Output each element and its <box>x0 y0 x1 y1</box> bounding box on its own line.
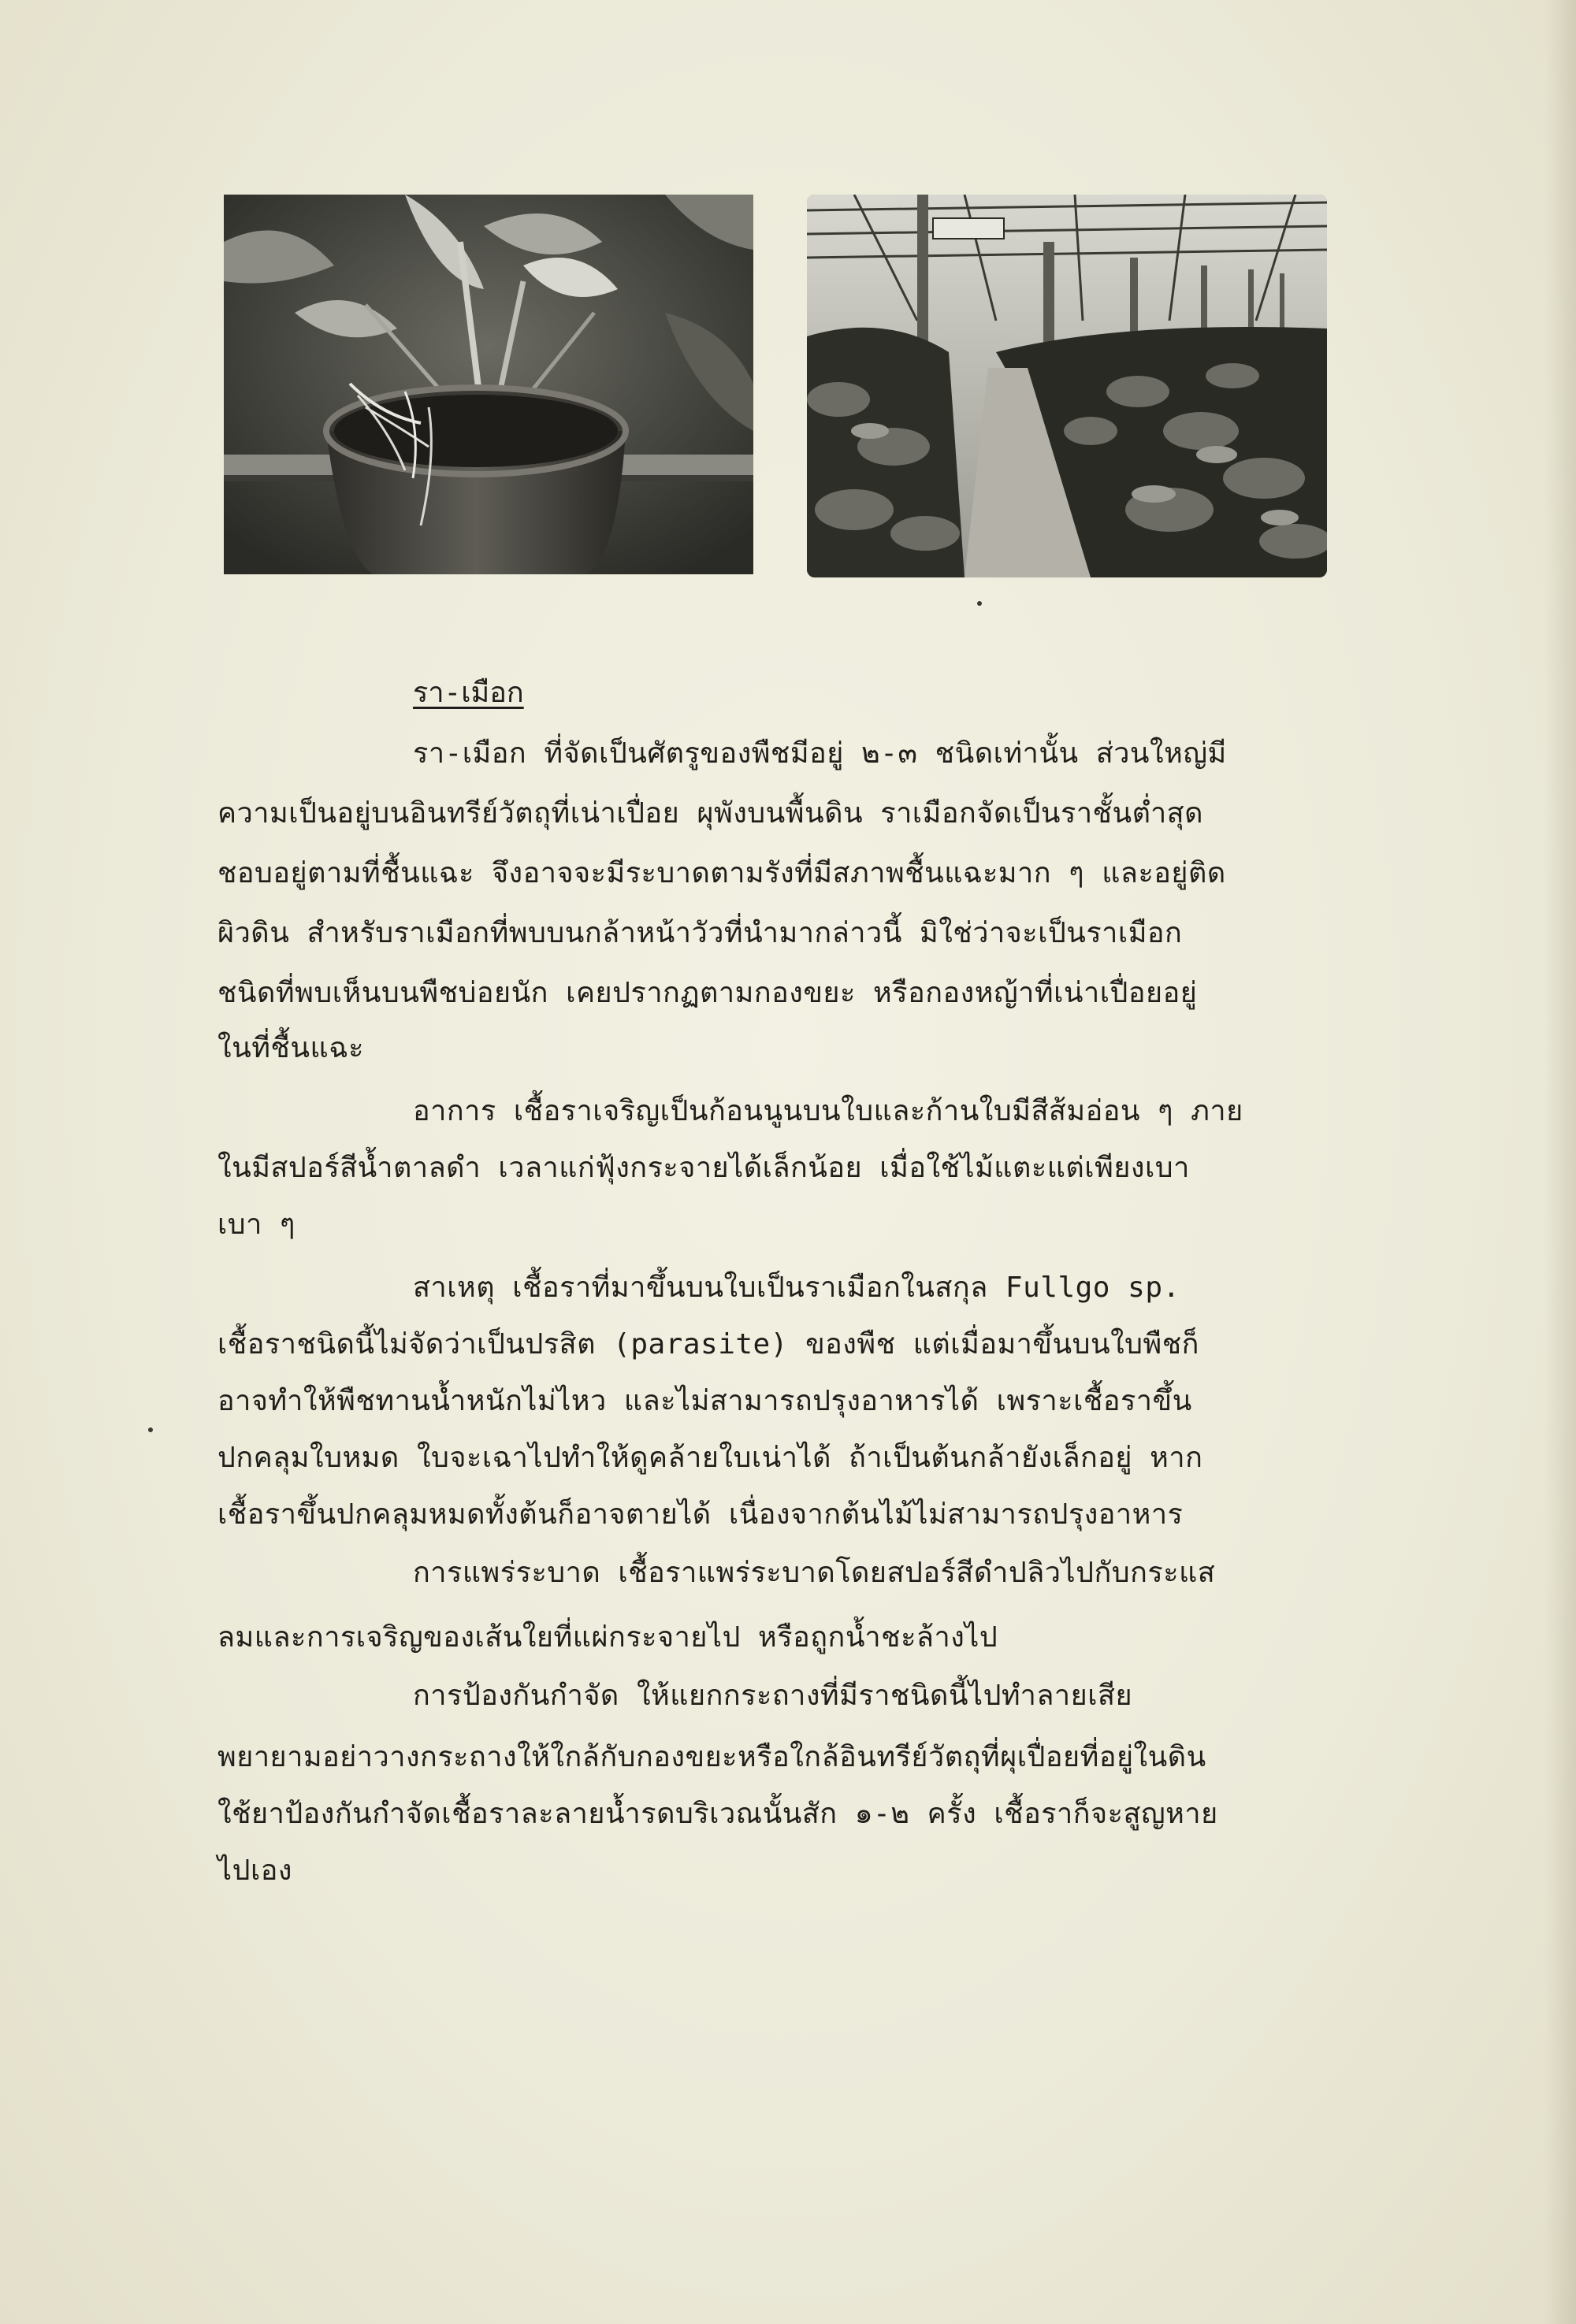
text-line: ชนิดที่พบเห็นบนพืชบ่อยนัก เคยปรากฏตามกองขยะ หรือกองหญ้าที่เน่าเปื่อยอยู่ <box>217 977 1198 1009</box>
potted-plant-photo <box>224 195 753 574</box>
greenhouse-image <box>807 195 1327 577</box>
text-line: ในมีสปอร์สีน้ำตาลดำ เวลาแก่ฟุ้งกระจายได้เล็กน้อย เมื่อใช้ไม้แตะแต่เพียงเบา <box>217 1152 1190 1184</box>
text-line: ชอบอยู่ตามที่ชื้นแฉะ จึงอาจจะมีระบาดตามรังที่มีสภาพชื้นแฉะมาก ๆ และอยู่ติด <box>217 857 1226 889</box>
page-edge-shadow <box>1544 0 1576 2324</box>
text-line: ปกคลุมใบหมด ใบจะเฉาไปทำให้ดูคล้ายใบเน่าได้ ถ้าเป็นต้นกล้ายังเล็กอยู่ หาก <box>217 1442 1203 1474</box>
text-line: การป้องกันกำจัด ให้แยกกระถางที่มีราชนิดนี้ไปทำลายเสีย <box>413 1680 1133 1712</box>
section-heading: รา-เมือก <box>413 677 524 709</box>
text-line: ความเป็นอยู่บนอินทรีย์วัตถุที่เน่าเปื่อย ผุพังบนพื้นดิน ราเมือกจัดเป็นราชั้นต่ำสุด <box>217 797 1204 830</box>
text-line: เบา ๆ <box>217 1208 296 1241</box>
text-line: อาจทำให้พืชทานน้ำหนักไม่ไหว และไม่สามารถปรุงอาหารได้ เพราะเชื้อราขึ้น <box>217 1385 1192 1417</box>
text-line: ไปเอง <box>217 1854 292 1887</box>
text-line: ในที่ชื้นแฉะ <box>217 1032 365 1064</box>
text-line: การแพร่ระบาด เชื้อราแพร่ระบาดโดยสปอร์สีดำปลิวไปกับกระแส <box>413 1557 1216 1589</box>
text-line: ผิวดิน สำหรับราเมือกที่พบบนกล้าหน้าวัวที่นำมากล่าวนี้ มิใช่ว่าจะเป็นราเมือก <box>217 917 1183 949</box>
text-line: รา-เมือก ที่จัดเป็นศัตรูของพืชมีอยู่ ๒-๓ ชนิดเท่านั้น ส่วนใหญ่มี <box>413 737 1227 770</box>
potted-plant-image <box>224 195 753 574</box>
greenhouse-photo <box>807 195 1327 577</box>
text-line: ใช้ยาป้องกันกำจัดเชื้อราละลายน้ำรดบริเวณนั้นสัก ๑-๒ ครั้ง เชื้อราก็จะสูญหาย <box>217 1798 1218 1830</box>
text-line: พยายามอย่าวางกระถางให้ใกล้กับกองขยะหรือใกล้อินทรีย์วัตถุที่ผุเปื่อยที่อยู่ในดิน <box>217 1741 1206 1773</box>
text-line: เชื้อราชนิดนี้ไม่จัดว่าเป็นปรสิต (parasite) ของพืช แต่เมื่อมาขึ้นบนใบพืชก็ <box>217 1328 1199 1361</box>
text-line: เชื้อราขึ้นปกคลุมหมดทั้งต้นก็อาจตายได้ เนื่องจากต้นไม้ไม่สามารถปรุงอาหาร <box>217 1498 1184 1531</box>
speck-mark <box>148 1427 153 1432</box>
text-line: อาการ เชื้อราเจริญเป็นก้อนนูนบนใบและก้านใบมีสีส้มอ่อน ๆ ภาย <box>413 1095 1243 1127</box>
speck-mark <box>977 601 982 606</box>
text-line: สาเหตุ เชื้อราที่มาขึ้นบนใบเป็นราเมือกในสกุล Fullgo sp. <box>413 1272 1180 1304</box>
text-line: ลมและการเจริญของเส้นใยที่แผ่กระจายไป หรือถูกน้ำชะล้างไป <box>217 1621 998 1654</box>
